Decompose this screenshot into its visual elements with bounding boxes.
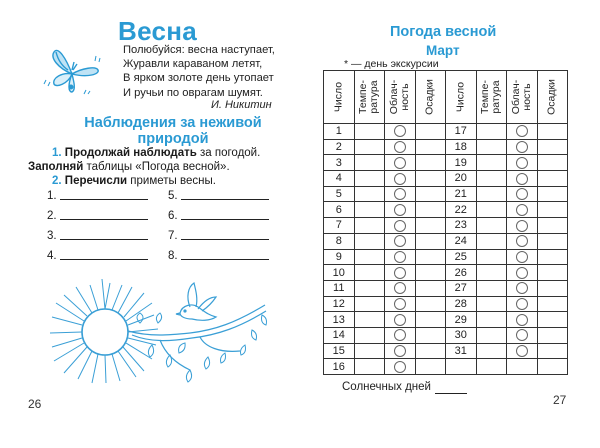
temperature-cell[interactable]: [476, 249, 507, 265]
day-cell: 4: [324, 171, 355, 187]
sun-icon: [50, 279, 158, 383]
answer-blank[interactable]: [60, 199, 148, 200]
precipitation-cell[interactable]: [415, 124, 446, 140]
day-cell: 24: [446, 233, 477, 249]
day-cell: 6: [324, 202, 355, 218]
weather-table: [323, 70, 568, 375]
answer-blank[interactable]: [181, 259, 269, 260]
day-cell: 21: [446, 186, 477, 202]
page-number-right: 27: [553, 393, 567, 407]
precipitation-cell[interactable]: [415, 280, 446, 296]
month-label: Март: [426, 43, 460, 58]
cloud-circle-icon[interactable]: [394, 125, 406, 137]
precipitation-cell[interactable]: [415, 218, 446, 234]
sunny-days-blank[interactable]: [435, 381, 467, 394]
task-1: [52, 147, 260, 159]
task-number: 2.: [52, 175, 62, 187]
temperature-cell[interactable]: [476, 233, 507, 249]
header-precipitation: Осадки: [537, 71, 568, 124]
poem-line: Журавли караваном летят,: [123, 58, 263, 71]
cloudiness-cell[interactable]: [385, 265, 416, 281]
temperature-cell[interactable]: [354, 124, 385, 140]
day-cell: 19: [446, 155, 477, 171]
header-precipitation: Осадки: [415, 71, 446, 124]
temperature-cell[interactable]: [354, 280, 385, 296]
day-cell: 18: [446, 139, 477, 155]
sunny-days: [342, 381, 467, 394]
task-1-continued: [28, 161, 230, 173]
precipitation-cell[interactable]: [537, 265, 568, 281]
task-verb: Заполняй: [28, 161, 84, 173]
cloudiness-cell[interactable]: [507, 139, 538, 155]
precipitation-cell[interactable]: [537, 218, 568, 234]
table-row: [324, 186, 568, 202]
cloudiness-cell[interactable]: [507, 327, 538, 343]
temperature-cell[interactable]: [354, 296, 385, 312]
cloud-circle-icon[interactable]: [394, 141, 406, 153]
temperature-cell[interactable]: [476, 218, 507, 234]
cloudiness-cell[interactable]: [507, 249, 538, 265]
cloudiness-cell[interactable]: [507, 359, 538, 375]
answer-number: 7.: [168, 230, 178, 242]
cloudiness-cell[interactable]: [507, 186, 538, 202]
table-row: [324, 218, 568, 234]
day-cell: 31: [446, 343, 477, 359]
day-cell: 15: [324, 343, 355, 359]
answer-number: 4.: [47, 250, 57, 262]
day-cell: 23: [446, 218, 477, 234]
cloud-circle-icon[interactable]: [516, 157, 528, 169]
temperature-cell[interactable]: [354, 186, 385, 202]
butterfly-illustration: [28, 38, 108, 98]
task-number: 1.: [52, 147, 62, 159]
table-row: [324, 265, 568, 281]
temperature-cell[interactable]: [476, 327, 507, 343]
answer-blank[interactable]: [181, 199, 269, 200]
cloudiness-cell[interactable]: [385, 186, 416, 202]
poem-line: Полюбуйся: весна наступает,: [123, 44, 275, 56]
cloud-circle-icon[interactable]: [516, 220, 528, 232]
temperature-cell[interactable]: [476, 312, 507, 328]
precipitation-cell[interactable]: [537, 327, 568, 343]
precipitation-cell[interactable]: [415, 139, 446, 155]
cloudiness-cell[interactable]: [507, 218, 538, 234]
cloud-circle-icon[interactable]: [394, 314, 406, 326]
temperature-cell[interactable]: [354, 155, 385, 171]
precipitation-cell[interactable]: [537, 186, 568, 202]
cloud-circle-icon[interactable]: [516, 314, 528, 326]
temperature-cell[interactable]: [354, 359, 385, 375]
page-title-spring: Весна: [118, 16, 198, 46]
day-cell: 29: [446, 312, 477, 328]
precipitation-cell[interactable]: [537, 312, 568, 328]
table-row: [324, 359, 568, 375]
cloudiness-cell[interactable]: [507, 155, 538, 171]
page-number-left: 26: [28, 397, 42, 411]
task-verb: Продолжай наблюдать: [64, 147, 197, 159]
cloudiness-cell[interactable]: [385, 124, 416, 140]
excursion-legend: * — день экскурсии: [344, 58, 439, 70]
cloud-circle-icon[interactable]: [516, 235, 528, 247]
cloud-circle-icon[interactable]: [394, 329, 406, 341]
cloudiness-cell[interactable]: [507, 312, 538, 328]
precipitation-cell[interactable]: [415, 327, 446, 343]
task-text: приметы весны.: [127, 175, 216, 187]
day-cell: 1: [324, 124, 355, 140]
precipitation-cell[interactable]: [415, 359, 446, 375]
answer-blank[interactable]: [60, 219, 148, 220]
cloud-circle-icon[interactable]: [394, 345, 406, 357]
cloud-circle-icon[interactable]: [394, 298, 406, 310]
temperature-cell[interactable]: [354, 312, 385, 328]
table-row: [324, 139, 568, 155]
temperature-cell[interactable]: [476, 202, 507, 218]
sunny-days-label: Солнечных дней: [342, 381, 431, 393]
cloudiness-cell[interactable]: [507, 124, 538, 140]
cloudiness-cell[interactable]: [385, 202, 416, 218]
cloud-circle-icon[interactable]: [394, 188, 406, 200]
answer-number: 5.: [168, 190, 178, 202]
answer-number: 2.: [47, 210, 57, 222]
cloudiness-cell[interactable]: [507, 202, 538, 218]
task-text: за погодой.: [196, 147, 261, 159]
precipitation-cell[interactable]: [415, 249, 446, 265]
section-title-line1: Наблюдения за неживой: [84, 115, 262, 131]
temperature-cell[interactable]: [476, 265, 507, 281]
day-cell: 26: [446, 265, 477, 281]
precipitation-cell[interactable]: [415, 202, 446, 218]
temperature-cell[interactable]: [476, 343, 507, 359]
cloud-circle-icon[interactable]: [394, 251, 406, 263]
precipitation-cell[interactable]: [537, 296, 568, 312]
cloudiness-cell[interactable]: [507, 343, 538, 359]
table-row: [324, 312, 568, 328]
precipitation-cell[interactable]: [537, 280, 568, 296]
temperature-cell[interactable]: [354, 233, 385, 249]
answer-line-4[interactable]: [47, 250, 148, 262]
table-row: [324, 233, 568, 249]
temperature-cell[interactable]: [354, 202, 385, 218]
cloud-circle-icon[interactable]: [394, 204, 406, 216]
table-row: [324, 202, 568, 218]
temperature-cell[interactable]: [476, 296, 507, 312]
day-cell: 25: [446, 249, 477, 265]
table-row: [324, 124, 568, 140]
section-title-line2: природой: [137, 131, 209, 147]
table-row: [324, 171, 568, 187]
day-cell: 3: [324, 155, 355, 171]
cloud-circle-icon[interactable]: [516, 173, 528, 185]
sun-branch-bird-illustration: [40, 275, 280, 390]
table-title: Погода весной: [390, 24, 497, 40]
day-cell: 2: [324, 139, 355, 155]
cloud-circle-icon[interactable]: [516, 267, 528, 279]
cloud-circle-icon[interactable]: [394, 267, 406, 279]
precipitation-cell[interactable]: [415, 296, 446, 312]
header-day: Число: [324, 71, 355, 124]
temperature-cell[interactable]: [476, 280, 507, 296]
answer-number: 3.: [47, 230, 57, 242]
cloud-circle-icon[interactable]: [516, 251, 528, 263]
table-row: [324, 280, 568, 296]
cloud-circle-icon[interactable]: [394, 173, 406, 185]
cloudiness-cell[interactable]: [507, 296, 538, 312]
day-cell: [446, 359, 477, 375]
header-day: Число: [446, 71, 477, 124]
precipitation-cell[interactable]: [537, 171, 568, 187]
precipitation-cell[interactable]: [537, 343, 568, 359]
temperature-cell[interactable]: [476, 171, 507, 187]
cloudiness-cell[interactable]: [507, 265, 538, 281]
task-verb: Перечисли: [64, 175, 128, 187]
cloud-circle-icon[interactable]: [394, 235, 406, 247]
day-cell: 12: [324, 296, 355, 312]
temperature-cell[interactable]: [354, 249, 385, 265]
cloud-circle-icon[interactable]: [516, 125, 528, 137]
header-temperature: Темпе- ратура: [476, 71, 507, 124]
answer-line-7[interactable]: [168, 230, 269, 242]
cloudiness-cell[interactable]: [507, 171, 538, 187]
poem-author: И. Никитин: [211, 99, 272, 111]
header-cloudiness: Облач- ность: [507, 71, 538, 124]
cloudiness-cell[interactable]: [385, 233, 416, 249]
temperature-cell[interactable]: [476, 155, 507, 171]
answer-blank[interactable]: [181, 239, 269, 240]
cloudiness-cell[interactable]: [507, 280, 538, 296]
precipitation-cell[interactable]: [537, 233, 568, 249]
day-cell: 5: [324, 186, 355, 202]
answer-blank[interactable]: [60, 259, 148, 260]
cloud-circle-icon[interactable]: [516, 204, 528, 216]
precipitation-cell[interactable]: [537, 139, 568, 155]
answer-blank[interactable]: [181, 219, 269, 220]
answer-line-6[interactable]: [168, 210, 269, 222]
task-text: таблицы «Погода весной».: [83, 161, 230, 173]
cloudiness-cell[interactable]: [385, 280, 416, 296]
day-cell: 22: [446, 202, 477, 218]
answer-blank[interactable]: [60, 239, 148, 240]
precipitation-cell[interactable]: [415, 265, 446, 281]
temperature-cell[interactable]: [476, 359, 507, 375]
poem: [123, 43, 275, 100]
temperature-cell[interactable]: [476, 139, 507, 155]
header-temperature: Темпе- ратура: [354, 71, 385, 124]
day-cell: 14: [324, 327, 355, 343]
precipitation-cell[interactable]: [415, 171, 446, 187]
day-cell: 9: [324, 249, 355, 265]
precipitation-cell[interactable]: [537, 249, 568, 265]
cloud-circle-icon[interactable]: [516, 329, 528, 341]
precipitation-cell[interactable]: [537, 359, 568, 375]
answer-number: 8.: [168, 250, 178, 262]
cloud-circle-icon[interactable]: [394, 282, 406, 294]
cloudiness-cell[interactable]: [385, 343, 416, 359]
precipitation-cell[interactable]: [415, 233, 446, 249]
cloud-circle-icon[interactable]: [516, 298, 528, 310]
day-cell: 8: [324, 233, 355, 249]
day-cell: 27: [446, 280, 477, 296]
precipitation-cell[interactable]: [415, 155, 446, 171]
cloud-circle-icon[interactable]: [516, 141, 528, 153]
table-row: [324, 343, 568, 359]
cloud-circle-icon[interactable]: [394, 157, 406, 169]
answer-line-2[interactable]: [47, 210, 148, 222]
temperature-cell[interactable]: [354, 218, 385, 234]
cloud-circle-icon[interactable]: [516, 282, 528, 294]
cloudiness-cell[interactable]: [385, 327, 416, 343]
day-cell: 10: [324, 265, 355, 281]
table-row: [324, 155, 568, 171]
cloudiness-cell[interactable]: [507, 233, 538, 249]
temperature-cell[interactable]: [354, 265, 385, 281]
cloudiness-cell[interactable]: [385, 171, 416, 187]
poem-line: В ярком золоте день утопает: [123, 72, 274, 85]
cloudiness-cell[interactable]: [385, 139, 416, 155]
temperature-cell[interactable]: [354, 343, 385, 359]
answer-number: 6.: [168, 210, 178, 222]
table-header-row: [324, 71, 568, 124]
table-row: [324, 327, 568, 343]
temperature-cell[interactable]: [476, 186, 507, 202]
header-cloudiness: Облач- ность: [385, 71, 416, 124]
cloud-circle-icon[interactable]: [394, 361, 406, 373]
task-2: [52, 175, 216, 187]
temperature-cell[interactable]: [476, 124, 507, 140]
temperature-cell[interactable]: [354, 327, 385, 343]
cloudiness-cell[interactable]: [385, 312, 416, 328]
table-row: [324, 296, 568, 312]
table-row: [324, 249, 568, 265]
day-cell: 20: [446, 171, 477, 187]
precipitation-cell[interactable]: [537, 202, 568, 218]
day-cell: 11: [324, 280, 355, 296]
temperature-cell[interactable]: [354, 139, 385, 155]
answer-line-1[interactable]: [47, 190, 148, 202]
cloudiness-cell[interactable]: [385, 218, 416, 234]
cloud-circle-icon[interactable]: [516, 345, 528, 357]
answer-line-5[interactable]: [168, 190, 269, 202]
poem-line: И ручьи по оврагам шумят.: [123, 86, 263, 99]
section-title: [58, 115, 288, 147]
precipitation-cell[interactable]: [537, 155, 568, 171]
bird-icon: [176, 283, 216, 320]
day-cell: 16: [324, 359, 355, 375]
cloudiness-cell[interactable]: [385, 249, 416, 265]
day-cell: 7: [324, 218, 355, 234]
precipitation-cell[interactable]: [415, 312, 446, 328]
day-cell: 13: [324, 312, 355, 328]
precipitation-cell[interactable]: [537, 124, 568, 140]
answer-number: 1.: [47, 190, 57, 202]
precipitation-cell[interactable]: [415, 343, 446, 359]
cloud-circle-icon[interactable]: [394, 220, 406, 232]
cloudiness-cell[interactable]: [385, 296, 416, 312]
answer-line-8[interactable]: [168, 250, 269, 262]
precipitation-cell[interactable]: [415, 186, 446, 202]
day-cell: 17: [446, 124, 477, 140]
day-cell: 28: [446, 296, 477, 312]
cloudiness-cell[interactable]: [385, 359, 416, 375]
answer-line-3[interactable]: [47, 230, 148, 242]
cloud-circle-icon[interactable]: [516, 188, 528, 200]
temperature-cell[interactable]: [354, 171, 385, 187]
day-cell: 30: [446, 327, 477, 343]
cloudiness-cell[interactable]: [385, 155, 416, 171]
